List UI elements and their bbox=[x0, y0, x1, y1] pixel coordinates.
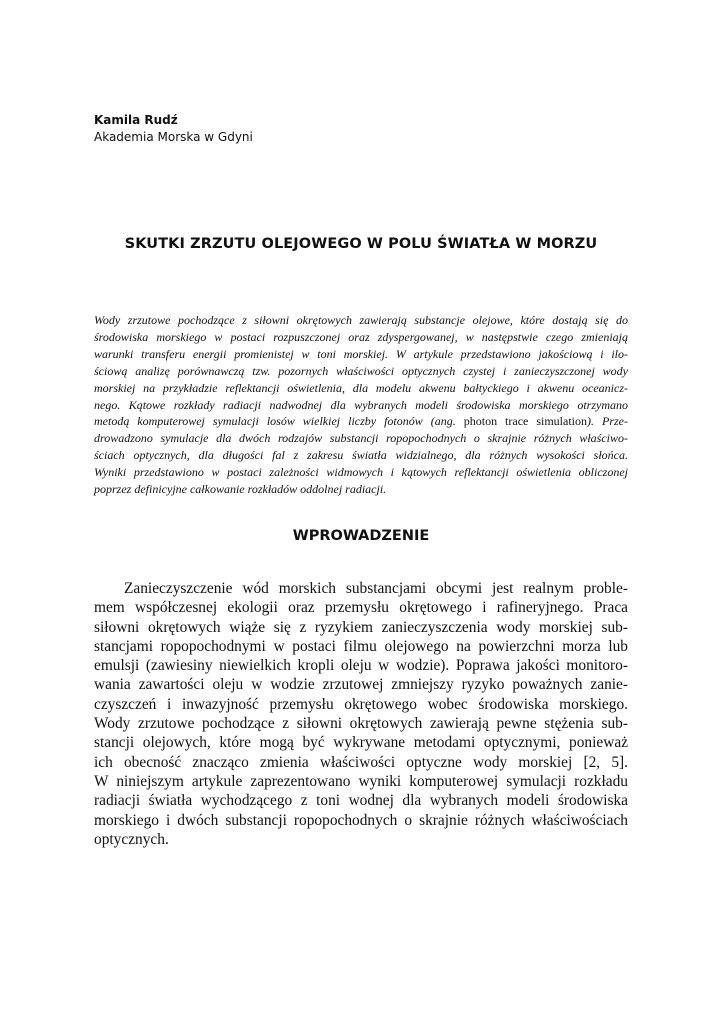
abstract-line: nego. Kątowe rozkłady radiacji nadwodnej dla wybranych modeli środowiska morskiego otrzymano bbox=[94, 397, 628, 412]
body-line: stancjami ropopochodnymi w postaci filmu olejowego na powierzchni morza lub bbox=[94, 637, 628, 655]
body-line: optycznych. bbox=[94, 830, 169, 848]
paper-title: SKUTKI ZRZUTU OLEJOWEGO W POLU ŚWIATŁA W MORZU bbox=[124, 236, 598, 252]
abstract bbox=[94, 312, 628, 498]
body-line: radiacji światła wychodzącego z toni wodnej dla wybranych modeli środowiska bbox=[94, 792, 628, 810]
abstract-line-tail: ). Prze- bbox=[587, 414, 628, 429]
abstract-line-mixed bbox=[94, 413, 628, 430]
body-line: Wody zrzutowe pochodzące z siłowni okrętowych zawierają pewne stężenia sub- bbox=[94, 715, 628, 733]
body-line: morskiego i dwóch substancji ropopochodnych o skrajnie różnych właściwościach bbox=[94, 811, 628, 829]
author-affiliation: Akademia Morska w Gdyni bbox=[94, 130, 253, 144]
abstract-line: drowadzono symulacje dla dwóch rodzajów substancji ropopochodnych o skrajnie różnych właściwo- bbox=[94, 431, 628, 446]
body-paragraph bbox=[94, 579, 628, 849]
body-line: W niniejszym artykule zaprezentowano wyniki komputerowej symulacji rozkładu bbox=[94, 772, 628, 790]
abstract-line: środowiska morskiego w postaci rozpuszczonej oraz zdyspergowanej, w następstwie czego zmieniają bbox=[94, 329, 628, 344]
body-line: stancji olejowych, które mogą być wykrywane metodami optycznymi, ponieważ bbox=[94, 734, 628, 752]
abstract-line: warunki transferu energii promienistej w toni morskiej. W artykule przedstawiono jakościową i ilo- bbox=[94, 346, 628, 361]
body-line: Zanieczyszczenie wód morskich substancjami obcymi jest realnym proble- bbox=[124, 580, 628, 597]
author-block bbox=[94, 112, 634, 146]
author-name: Kamila Rudź bbox=[94, 113, 178, 127]
body-line: mem współczesnej ekologii oraz przemysłu okrętowego i rafineryjnego. Praca bbox=[94, 599, 628, 617]
abstract-line: Wody zrzutowe pochodzące z siłowni okrętowych zawierają substancje olejowe, które dostają się do bbox=[94, 313, 628, 327]
abstract-line: ściową analizę porównawczą tzw. pozornych właściwości optycznych czystej i zanieczyszczonej wody bbox=[94, 363, 628, 378]
abstract-english-term: photon trace simulation bbox=[463, 414, 588, 429]
abstract-line: ściach optycznych, dla długości fal z zakresu światła widzialnego, dla różnych wysokości słońca. bbox=[94, 448, 628, 463]
body-line: emulsji (zawiesiny niewielkich kropli oleju w wodzie). Poprawa jakości monitoro- bbox=[94, 657, 628, 675]
abstract-line: Wyniki przedstawiono w postaci zależności widmowych i kątowych reflektancji oświetlenia obliczonej bbox=[94, 465, 628, 480]
body-line: czyszczeń i inwazyjność przemysłu okrętowego wobec środowiska morskiego. bbox=[94, 695, 628, 713]
abstract-line: morskiej na przykładzie reflektancji oświetlenia, dla modelu akwenu bałtyckiego i akwenu oceanicz- bbox=[94, 380, 628, 395]
abstract-line: poprzez definicyjne całkowanie rozkładów oddolnej radiacji. bbox=[94, 482, 387, 497]
section-heading: WPROWADZENIE bbox=[292, 528, 430, 544]
body-line: siłowni okrętowych wiąże się z ryzykiem zanieczyszczenia wody morskiej sub- bbox=[94, 618, 628, 636]
body-line: ich obecność znacząco zmienia właściwości optyczne wody morskiej [2, 5]. bbox=[94, 753, 628, 771]
body-line: wania zawartości oleju w wodzie zrzutowej zmniejszy ryzyko poważnych zanie- bbox=[94, 676, 628, 694]
abstract-line-lead: metodą komputerowej symulacji losów wielkiej liczby fotonów (ang. bbox=[94, 414, 464, 429]
